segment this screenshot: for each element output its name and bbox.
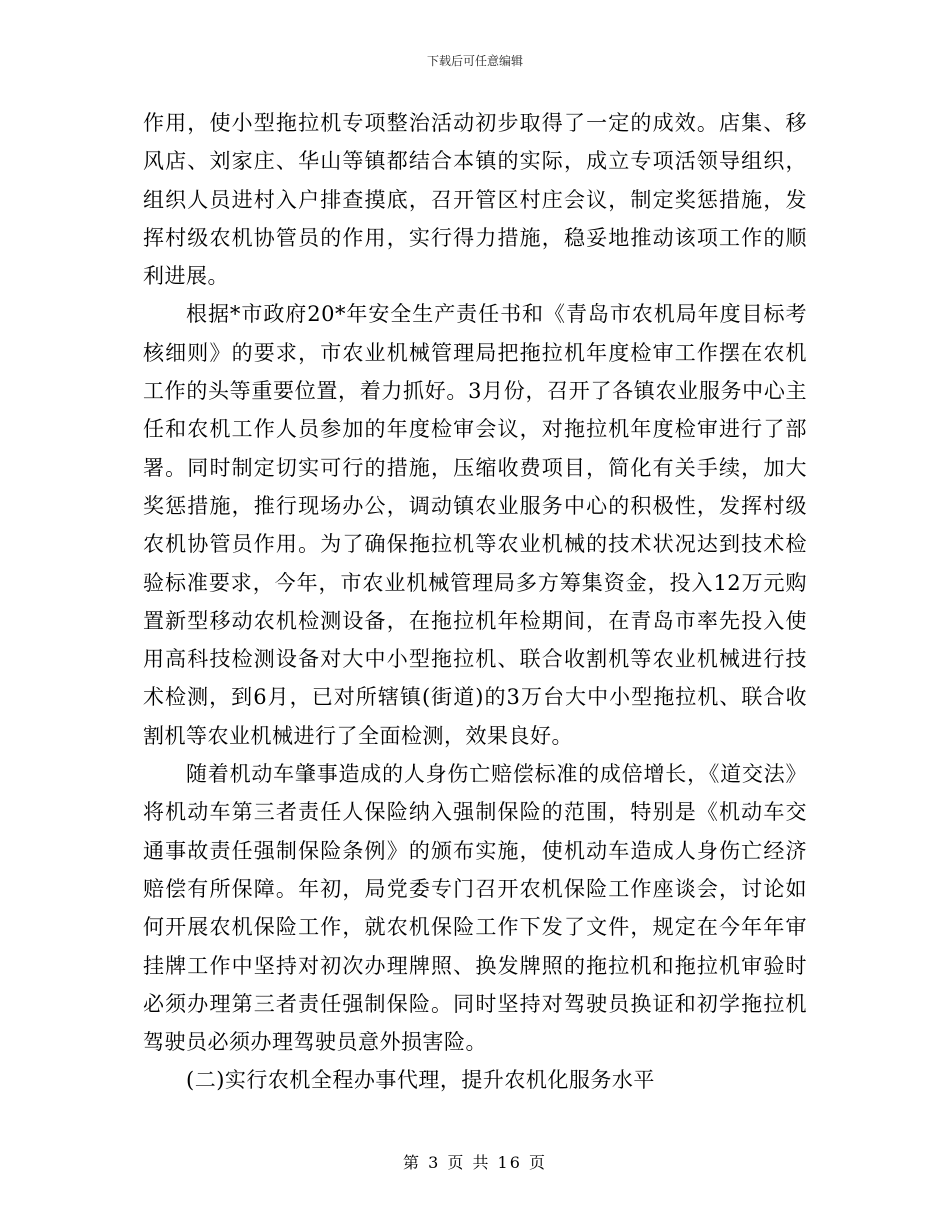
- paragraph-annual-inspection: 根据*市政府20*年安全生产责任书和《青岛市农机局年度目标考核细则》的要求，市农业机械管理局把拖拉机年度检审工作摆在农机工作的头等重要位置，着力抓好。3月份，召开了各镇农业服务中心主任和农机工作人员参加的年度检审会议，对拖拉机年度检审进行了部署。同时制定切实可行的措施，压缩收费项目，简化有关手续，加大奖惩措施，推行现场办公，调动镇农业服务中心的积极性，发挥村级农机协管员作用。为了确保拖拉机等农业机械的技术状况达到技术检验标准要求，今年，市农业机械管理局多方筹集资金，投入12万元购置新型移动农机检测设备，在拖拉机年检期间，在青岛市率先投入使用高科技检测设备对大中小型拖拉机、联合收割机等农业机械进行技术检测，到6月，已对所辖镇(街道)的3万台大中小型拖拉机、联合收割机等农业机械进行了全面检测，效果良好。: [143, 302, 807, 748]
- section-heading: (二)实行农机全程办事代理，提升农机化服务水平: [186, 1068, 655, 1093]
- paragraph-insurance: 随着机动车肇事造成的人身伤亡赔偿标准的成倍增长，《道交法》将机动车第三者责任人保险纳入强制保险的范围，特别是《机动车交通事故责任强制保险条例》的颁布实施，使机动车造成人身伤亡经济赔偿有所保障。年初，局党委专门召开农机保险工作座谈会，讨论如何开展农机保险工作，就农机保险工作下发了文件，规定在今年年审挂牌工作中坚持对初次办理牌照、换发牌照的拖拉机和拖拉机审验时必须办理第三者责任强制保险。同时坚持对驾驶员换证和初学拖拉机驾驶员必须办理驾驶员意外损害险。: [143, 762, 807, 1055]
- paragraph-continued: 作用，使小型拖拉机专项整治活动初步取得了一定的成效。店集、移风店、刘家庄、华山等镇都结合本镇的实际，成立专项活领导组织，组织人员进村入户排查摸底，召开管区村庄会议，制定奖惩措施，发挥村级农机协管员的作用，实行得力措施，稳妥地推动该项工作的顺利进展。: [143, 111, 807, 289]
- page-footer: 第 3 页 共 16 页: [403, 1153, 547, 1172]
- header-note: 下载后可任意编辑: [426, 54, 523, 68]
- document-body: [143, 104, 807, 1100]
